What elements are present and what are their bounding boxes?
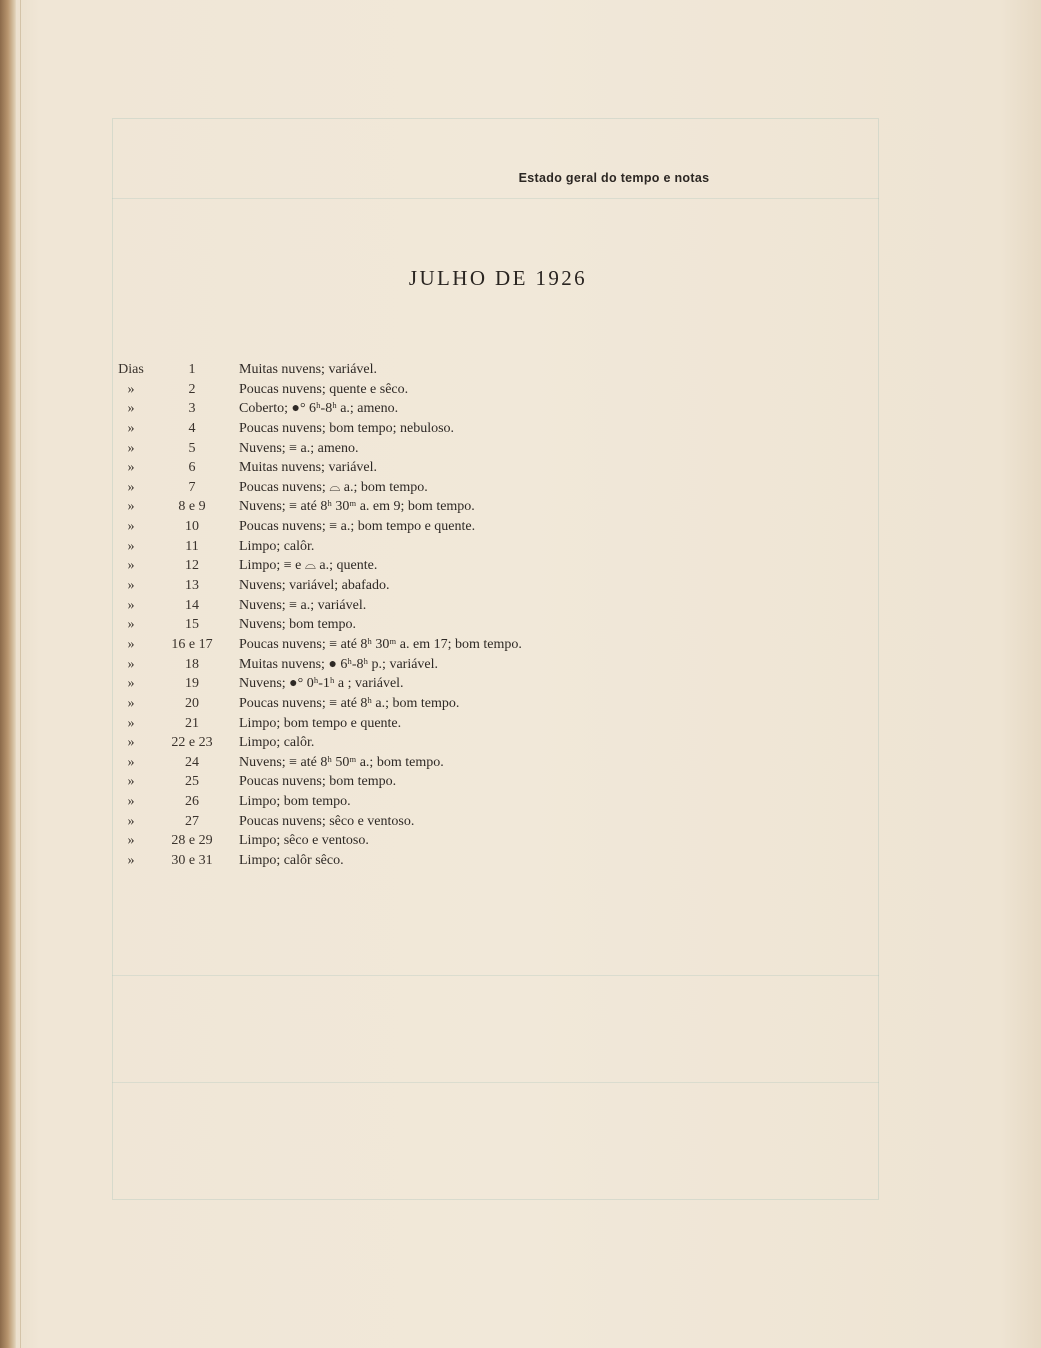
row-label: » <box>127 695 135 711</box>
row-label: Dias <box>118 362 144 377</box>
row-label: » <box>127 715 135 731</box>
row-label: » <box>127 597 135 613</box>
day-number: 15 <box>185 617 199 633</box>
day-number: 14 <box>185 597 199 613</box>
day-number: 18 <box>185 656 199 672</box>
day-number: 25 <box>185 774 199 790</box>
day-number: 12 <box>185 558 199 574</box>
day-number: 16 e 17 <box>171 636 213 652</box>
row-label: » <box>127 440 135 456</box>
day-number: 27 <box>185 813 199 829</box>
list-item <box>112 517 632 537</box>
showthrough-rule <box>112 1082 879 1083</box>
weather-description: Nuvens; ●° 0ʰ-1ʰ a ; variável. <box>239 676 404 692</box>
page-header: Estado geral do tempo e notas <box>518 171 710 185</box>
day-number: 21 <box>185 715 199 731</box>
showthrough-rule <box>112 975 879 976</box>
weather-description: Poucas nuvens; ≡ a.; bom tempo e quente. <box>239 519 476 535</box>
row-label: » <box>127 636 135 652</box>
day-number: 5 <box>188 440 196 456</box>
list-item <box>112 655 632 675</box>
list-item <box>112 733 632 753</box>
day-number: 26 <box>185 794 199 810</box>
weather-description: Limpo; calôr. <box>239 538 315 554</box>
row-label: » <box>127 754 135 770</box>
list-item <box>112 635 632 655</box>
row-label: » <box>127 420 135 436</box>
list-item <box>112 478 632 498</box>
day-number: 19 <box>185 676 199 692</box>
list-item <box>112 497 632 517</box>
weather-description: Poucas nuvens; sêco e ventoso. <box>239 813 415 829</box>
showthrough-rule <box>112 198 879 199</box>
weather-description: Nuvens; ≡ a.; ameno. <box>239 440 359 456</box>
day-number: 8 e 9 <box>178 499 206 515</box>
list-item <box>112 399 632 419</box>
weather-description: Muitas nuvens; ● 6ʰ-8ʰ p.; variável. <box>239 656 439 672</box>
weather-description: Limpo; bom tempo. <box>239 794 351 810</box>
weather-description: Limpo; ≡ e ⌓ a.; quente. <box>239 558 378 574</box>
page-fold-line <box>20 0 21 1348</box>
row-label: » <box>127 676 135 692</box>
list-item <box>112 812 632 832</box>
row-label: » <box>127 499 135 515</box>
weather-description: Coberto; ●° 6ʰ-8ʰ a.; ameno. <box>239 401 399 417</box>
weather-description: Limpo; sêco e ventoso. <box>239 833 369 849</box>
day-number: 20 <box>185 695 199 711</box>
row-label: » <box>127 578 135 594</box>
weather-description: Poucas nuvens; ≡ até 8ʰ 30ᵐ a. em 17; bom tempo. <box>239 636 522 652</box>
weather-description: Poucas nuvens; quente e sêco. <box>239 381 409 397</box>
list-item <box>112 831 632 851</box>
day-number: 24 <box>185 754 199 770</box>
day-number: 3 <box>188 401 196 417</box>
day-number: 2 <box>188 381 196 397</box>
weather-description: Limpo; bom tempo e quente. <box>239 715 402 731</box>
weather-description: Nuvens; ≡ até 8ʰ 30ᵐ a. em 9; bom tempo. <box>239 499 475 515</box>
list-item <box>112 772 632 792</box>
list-item <box>112 458 632 478</box>
day-number: 30 e 31 <box>171 853 213 869</box>
weather-description: Poucas nuvens; bom tempo; nebuloso. <box>239 420 455 436</box>
row-label: » <box>127 401 135 417</box>
day-number: 6 <box>188 460 196 476</box>
list-item <box>112 851 632 871</box>
weather-description: Poucas nuvens; bom tempo. <box>239 774 397 790</box>
day-number: 1 <box>188 362 196 377</box>
weather-description: Muitas nuvens; variável. <box>239 362 378 377</box>
list-item <box>112 615 632 635</box>
row-label: » <box>127 794 135 810</box>
list-item <box>112 792 632 812</box>
book-binding-edge <box>0 0 16 1348</box>
day-number: 28 e 29 <box>171 833 213 849</box>
list-item <box>112 380 632 400</box>
list-item <box>112 576 632 596</box>
row-label: » <box>127 813 135 829</box>
day-number: 7 <box>188 479 196 495</box>
weather-description: Nuvens; bom tempo. <box>239 617 357 633</box>
row-label: » <box>127 479 135 495</box>
weather-list <box>112 360 632 871</box>
row-label: » <box>127 774 135 790</box>
weather-description: Limpo; calôr. <box>239 735 315 751</box>
row-label: » <box>127 460 135 476</box>
day-number: 11 <box>185 538 199 554</box>
row-label: » <box>127 558 135 574</box>
list-item <box>112 419 632 439</box>
list-item <box>112 537 632 557</box>
row-label: » <box>127 833 135 849</box>
row-label: » <box>127 735 135 751</box>
row-label: » <box>127 853 135 869</box>
row-label: » <box>127 656 135 672</box>
day-number: 13 <box>185 578 199 594</box>
day-number: 4 <box>188 420 196 436</box>
day-number: 22 e 23 <box>171 735 213 751</box>
row-label: » <box>127 519 135 535</box>
page-title: JULHO DE 1926 <box>408 266 588 290</box>
list-item <box>112 596 632 616</box>
list-item <box>112 439 632 459</box>
day-number: 10 <box>185 519 199 535</box>
weather-description: Nuvens; ≡ a.; variável. <box>239 597 367 613</box>
list-item <box>112 674 632 694</box>
list-item <box>112 714 632 734</box>
row-label: » <box>127 538 135 554</box>
list-item <box>112 694 632 714</box>
list-item <box>112 753 632 773</box>
list-item <box>112 360 632 380</box>
weather-description: Poucas nuvens; ⌓ a.; bom tempo. <box>239 479 428 495</box>
row-label: » <box>127 381 135 397</box>
weather-description: Nuvens; variável; abafado. <box>239 578 390 594</box>
weather-description: Limpo; calôr sêco. <box>239 853 344 869</box>
row-label: » <box>127 617 135 633</box>
weather-description: Poucas nuvens; ≡ até 8ʰ a.; bom tempo. <box>239 695 460 711</box>
weather-description: Nuvens; ≡ até 8ʰ 50ᵐ a.; bom tempo. <box>239 754 444 770</box>
list-item <box>112 556 632 576</box>
weather-description: Muitas nuvens; variável. <box>239 460 378 476</box>
